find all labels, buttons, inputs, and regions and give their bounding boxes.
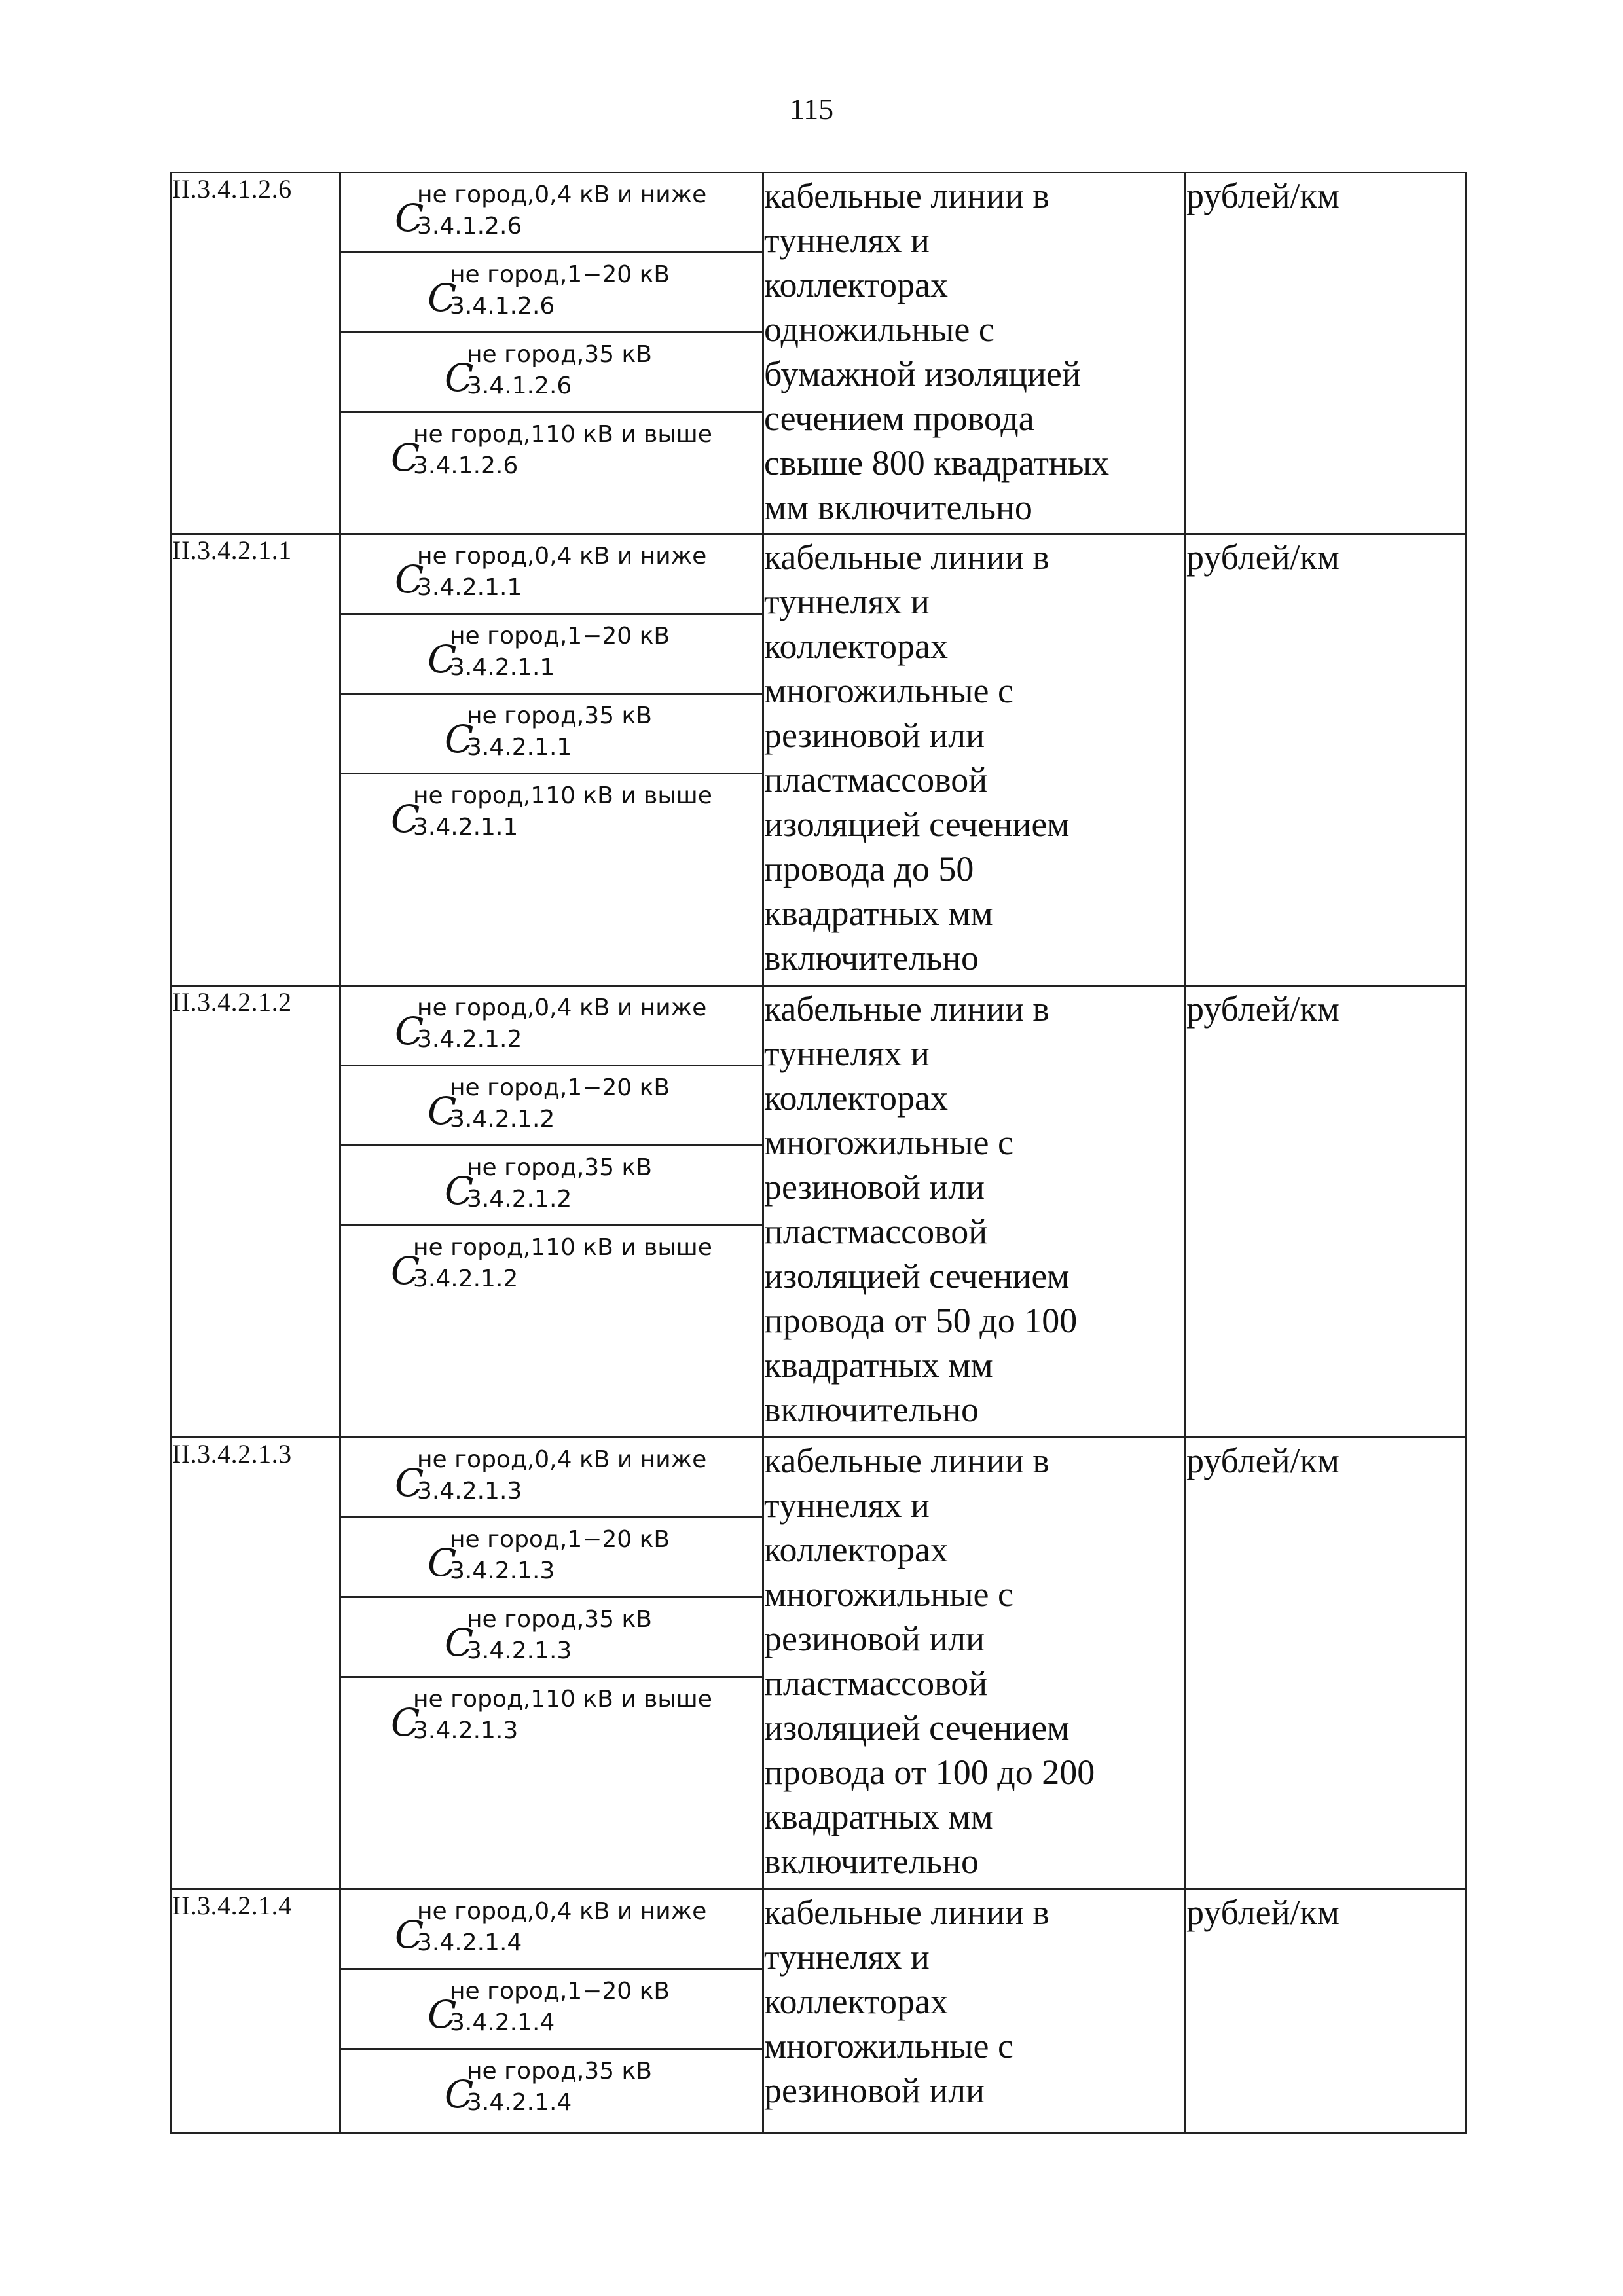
- description-line: включительно: [764, 1390, 979, 1429]
- formula-symbol: C: [391, 1248, 420, 1293]
- formula-symbol: C: [395, 1009, 424, 1053]
- formula-subscript: 3.4.1.2.6: [467, 373, 572, 399]
- formula-symbol: C: [428, 1992, 457, 2037]
- formula-superscript: не город,110 кВ и выше: [413, 782, 712, 809]
- formula-subscript: 3.4.2.1.1: [413, 814, 519, 841]
- formula-box: [341, 1970, 762, 2050]
- formula-subscript: 3.4.1.2.6: [450, 293, 555, 319]
- formula-box: [341, 987, 762, 1066]
- formula-symbol: C: [395, 1461, 424, 1505]
- description-line: изоляцией сечением: [764, 805, 1070, 844]
- description-line: коллекторах: [764, 1982, 949, 2021]
- formula-subscript: 3.4.2.1.3: [450, 1558, 555, 1584]
- formula-symbol: C: [395, 1912, 424, 1957]
- formula-symbol: C: [445, 2072, 474, 2117]
- formula-cell: [340, 534, 763, 986]
- formula-superscript: не город,0,4 кВ и ниже: [417, 1898, 707, 1925]
- table-row: [172, 1889, 1467, 2134]
- description-line: туннелях и: [764, 582, 930, 621]
- formula-superscript: не город,1−20 кВ: [450, 623, 670, 649]
- formula-symbol: C: [445, 1620, 474, 1665]
- table-row: [172, 173, 1467, 534]
- formula-symbol: C: [391, 797, 420, 841]
- formula-superscript: не город,35 кВ: [467, 702, 652, 729]
- description-line: коллекторах: [764, 627, 949, 666]
- row-unit: рублей/км: [1186, 534, 1467, 986]
- formula-superscript: не город,1−20 кВ: [450, 1978, 670, 2005]
- row-code: II.3.4.2.1.4: [172, 1889, 340, 2134]
- formula-box: [341, 1598, 762, 1678]
- formula-box: [341, 695, 762, 774]
- row-description: [763, 986, 1186, 1438]
- formula-symbol: C: [445, 1169, 474, 1213]
- description-line: коллекторах: [764, 265, 949, 304]
- formula-superscript: не город,0,4 кВ и ниже: [417, 994, 707, 1021]
- description-line: сечением провода: [764, 399, 1034, 438]
- description-line: резиновой или: [764, 716, 985, 755]
- description-line: квадратных мм: [764, 1345, 993, 1385]
- description-line: коллекторах: [764, 1078, 949, 1118]
- description-line: кабельные линии в: [764, 1441, 1049, 1480]
- description-line: квадратных мм: [764, 1797, 993, 1836]
- formula-box: [341, 615, 762, 695]
- formula-cell: [340, 986, 763, 1438]
- description-line: коллекторах: [764, 1530, 949, 1569]
- description-line: резиновой или: [764, 2071, 985, 2110]
- table-row: [172, 986, 1467, 1438]
- description-line: провода от 50 до 100: [764, 1301, 1078, 1340]
- formula-cell: [340, 1889, 763, 2134]
- formula-symbol: C: [428, 276, 457, 320]
- formula-superscript: не город,1−20 кВ: [450, 261, 670, 288]
- row-unit: рублей/км: [1186, 1438, 1467, 1889]
- formula-subscript: 3.4.2.1.1: [417, 574, 522, 601]
- formula-superscript: не город,1−20 кВ: [450, 1526, 670, 1553]
- formula-box: [341, 774, 762, 854]
- formula-symbol: C: [395, 196, 424, 240]
- description-line: мм включительно: [764, 488, 1032, 527]
- description-line: кабельные линии в: [764, 538, 1049, 577]
- description-line: многожильные с: [764, 2026, 1013, 2066]
- formula-subscript: 3.4.1.2.6: [413, 452, 519, 479]
- row-description: [763, 1889, 1186, 2134]
- formula-superscript: не город,110 кВ и выше: [413, 1234, 712, 1261]
- description-line: изоляцией сечением: [764, 1708, 1070, 1747]
- description-line: включительно: [764, 1842, 979, 1881]
- description-line: туннелях и: [764, 1034, 930, 1073]
- formula-cell: [340, 173, 763, 534]
- formula-box: [341, 1066, 762, 1146]
- formula-superscript: не город,1−20 кВ: [450, 1074, 670, 1101]
- description-line: кабельные линии в: [764, 1893, 1049, 1932]
- description-line: многожильные с: [764, 1575, 1013, 1614]
- tariff-table: [170, 172, 1467, 2134]
- description-line: туннелях и: [764, 221, 930, 260]
- description-line: туннелях и: [764, 1937, 930, 1977]
- formula-box: [341, 1146, 762, 1226]
- formula-subscript: 3.4.2.1.2: [417, 1026, 522, 1053]
- formula-box: [341, 1226, 762, 1306]
- row-code: II.3.4.2.1.2: [172, 986, 340, 1438]
- page-number: 115: [789, 92, 834, 126]
- description-line: пластмассовой: [764, 1664, 988, 1703]
- row-unit: рублей/км: [1186, 986, 1467, 1438]
- formula-box: [341, 413, 762, 493]
- row-unit: рублей/км: [1186, 1889, 1467, 2134]
- formula-subscript: 3.4.2.1.3: [413, 1717, 519, 1744]
- description-line: кабельные линии в: [764, 989, 1049, 1029]
- description-line: многожильные с: [764, 671, 1013, 710]
- formula-box: [341, 2050, 762, 2132]
- formula-box: [341, 1890, 762, 1970]
- formula-superscript: не город,0,4 кВ и ниже: [417, 543, 707, 570]
- description-line: пластмассовой: [764, 760, 988, 799]
- formula-subscript: 3.4.2.1.4: [417, 1929, 522, 1956]
- description-line: туннелях и: [764, 1485, 930, 1525]
- formula-box: [341, 253, 762, 333]
- formula-symbol: C: [428, 637, 457, 682]
- tariff-table-body: [172, 173, 1467, 2134]
- formula-superscript: не город,35 кВ: [467, 1154, 652, 1181]
- formula-subscript: 3.4.1.2.6: [417, 213, 522, 240]
- row-code: II.3.4.2.1.3: [172, 1438, 340, 1889]
- formula-superscript: не город,35 кВ: [467, 2058, 652, 2085]
- description-line: изоляцией сечением: [764, 1256, 1070, 1296]
- table-row: [172, 1438, 1467, 1889]
- formula-symbol: C: [428, 1540, 457, 1585]
- formula-superscript: не город,35 кВ: [467, 1606, 652, 1633]
- formula-subscript: 3.4.2.1.3: [467, 1637, 572, 1664]
- formula-subscript: 3.4.2.1.2: [450, 1106, 555, 1133]
- formula-superscript: не город,0,4 кВ и ниже: [417, 1446, 707, 1473]
- formula-superscript: не город,0,4 кВ и ниже: [417, 181, 707, 208]
- row-description: [763, 534, 1186, 986]
- description-line: одножильные с: [764, 310, 994, 349]
- formula-superscript: не город,35 кВ: [467, 341, 652, 368]
- formula-symbol: C: [445, 717, 474, 761]
- row-description: [763, 1438, 1186, 1889]
- description-line: многожильные с: [764, 1123, 1013, 1162]
- formula-symbol: C: [428, 1089, 457, 1133]
- description-line: свыше 800 квадратных: [764, 443, 1110, 483]
- formula-cell: [340, 1438, 763, 1889]
- description-line: квадратных мм: [764, 894, 993, 933]
- description-line: кабельные линии в: [764, 176, 1049, 215]
- formula-box: [341, 173, 762, 253]
- formula-box: [341, 1438, 762, 1518]
- formula-box: [341, 1678, 762, 1758]
- formula-subscript: 3.4.2.1.2: [467, 1186, 572, 1212]
- formula-symbol: C: [395, 557, 424, 602]
- description-line: включительно: [764, 938, 979, 977]
- row-code: II.3.4.2.1.1: [172, 534, 340, 986]
- formula-subscript: 3.4.2.1.2: [413, 1266, 519, 1292]
- formula-subscript: 3.4.2.1.1: [467, 734, 572, 761]
- row-description: [763, 173, 1186, 534]
- description-line: пластмассовой: [764, 1212, 988, 1251]
- formula-box: [341, 1518, 762, 1598]
- description-line: бумажной изоляцией: [764, 354, 1081, 393]
- formula-symbol: C: [391, 1700, 420, 1745]
- description-line: провода от 100 до 200: [764, 1753, 1095, 1792]
- formula-subscript: 3.4.2.1.4: [467, 2089, 572, 2116]
- formula-symbol: C: [391, 435, 420, 480]
- formula-superscript: не город,110 кВ и выше: [413, 421, 712, 448]
- row-unit: рублей/км: [1186, 173, 1467, 534]
- formula-subscript: 3.4.2.1.4: [450, 2009, 555, 2036]
- formula-superscript: не город,110 кВ и выше: [413, 1686, 712, 1713]
- table-row: [172, 534, 1467, 986]
- formula-subscript: 3.4.2.1.1: [450, 654, 555, 681]
- description-line: резиновой или: [764, 1619, 985, 1658]
- formula-symbol: C: [445, 355, 474, 400]
- description-line: резиновой или: [764, 1167, 985, 1207]
- formula-subscript: 3.4.2.1.3: [417, 1478, 522, 1504]
- description-line: провода до 50: [764, 849, 974, 888]
- row-code: II.3.4.1.2.6: [172, 173, 340, 534]
- formula-box: [341, 333, 762, 413]
- formula-box: [341, 535, 762, 615]
